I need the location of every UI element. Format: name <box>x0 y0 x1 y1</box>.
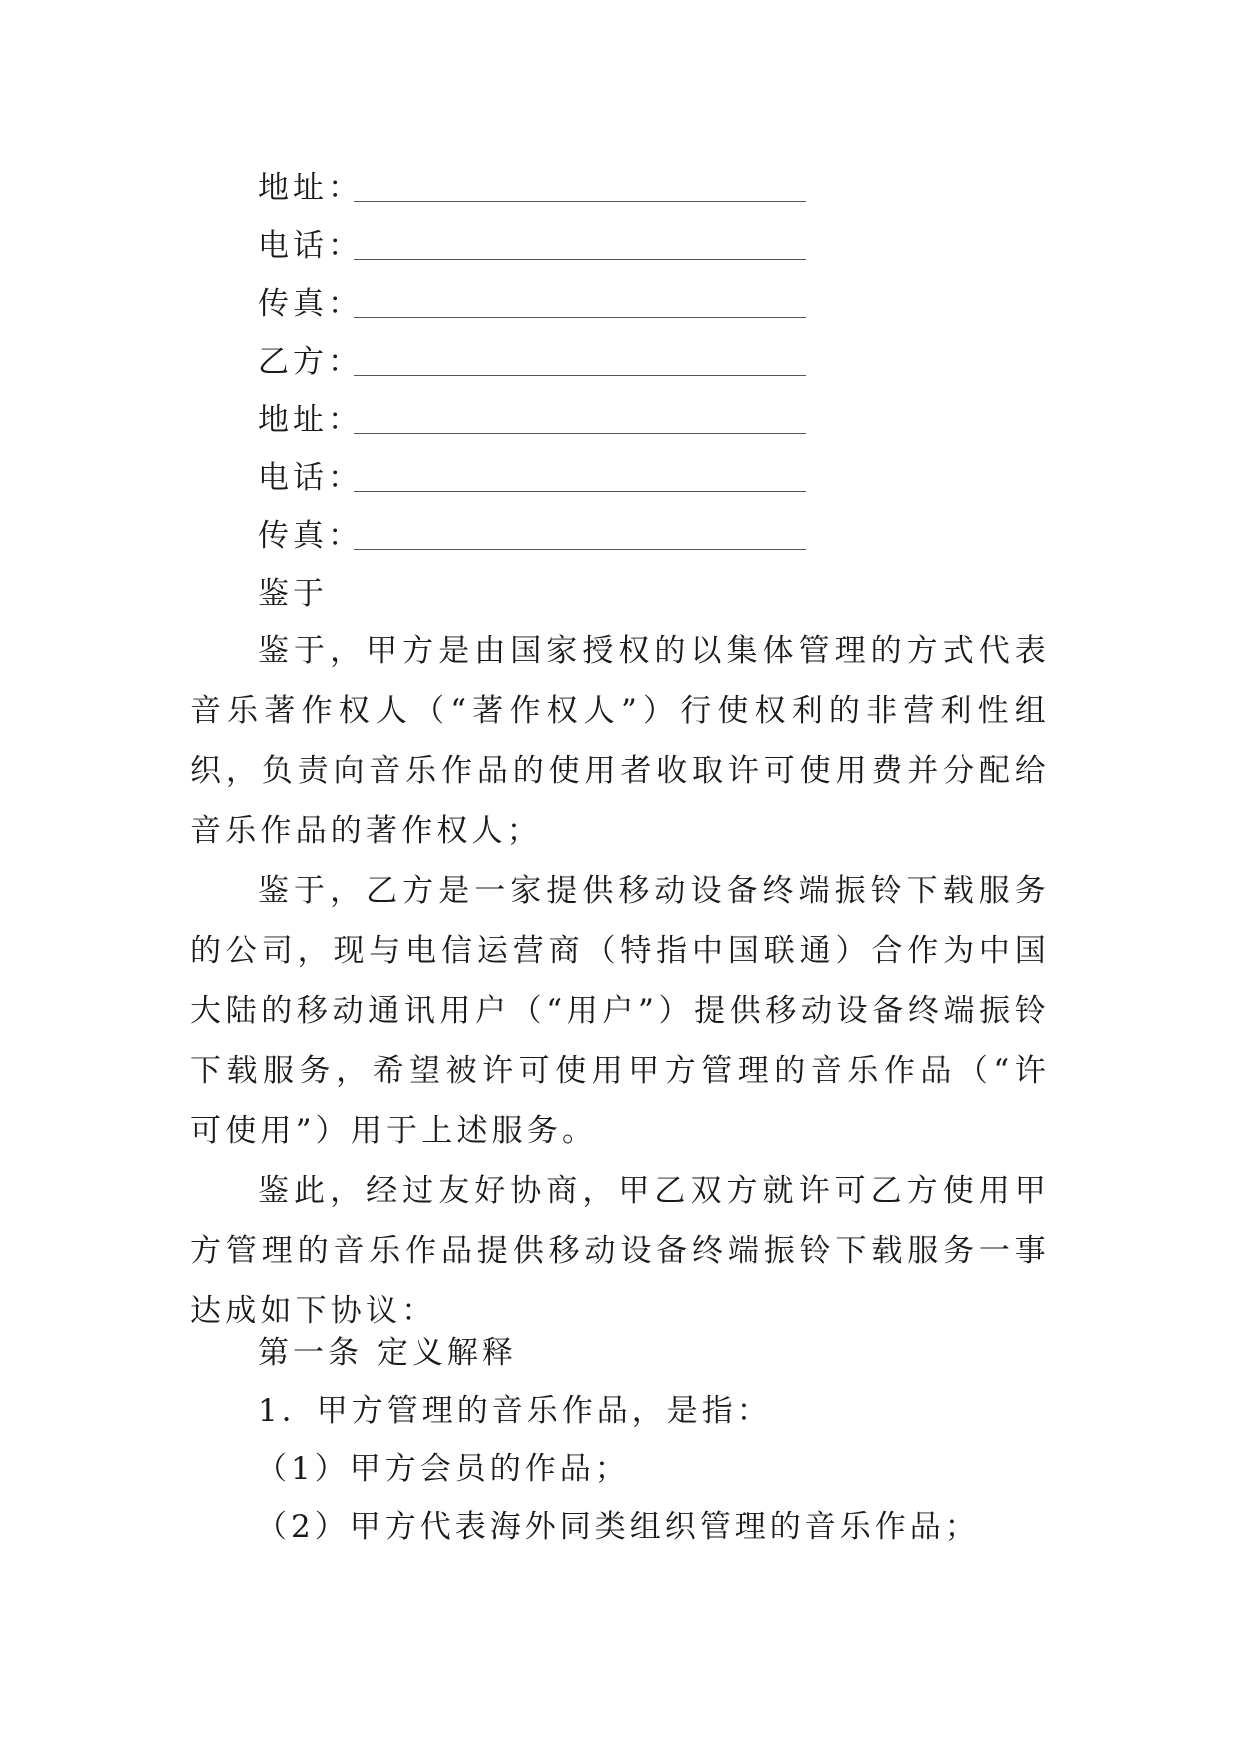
list-item: （1）甲方会员的作品； <box>256 1451 630 1487</box>
address-field-a <box>258 168 363 208</box>
field-label: 传真： <box>258 286 363 322</box>
fax-field-b <box>258 516 363 556</box>
whereas-heading: 鉴于 <box>258 576 328 612</box>
blank-line <box>354 259 806 260</box>
address-field-b <box>258 400 363 440</box>
blank-line <box>354 491 806 492</box>
field-label: 地址： <box>258 170 363 206</box>
blank-line <box>354 201 806 202</box>
blank-line <box>354 549 806 550</box>
paragraph-whereas-1: 鉴于，甲方是由国家授权的以集体管理的方式代表音乐著作权人（“著作权人”）行使权利的非营利性组织，负责向音乐作品的使用者收取许可使用费并分配给音乐作品的著作权人； <box>190 633 1050 849</box>
blank-line <box>354 375 806 376</box>
paragraph-agreement: 鉴此，经过友好协商，甲乙双方就许可乙方使用甲方管理的音乐作品提供移动设备终端振铃下载服务一事达成如下协议： <box>190 1173 1050 1329</box>
blank-line <box>354 433 806 434</box>
field-label: 乙方： <box>258 344 363 380</box>
field-label: 传真： <box>258 518 363 554</box>
phone-field-b <box>258 458 363 498</box>
phone-field-a <box>258 226 363 266</box>
field-label: 地址： <box>258 402 363 438</box>
article-title: 第一条 定义解释 <box>258 1335 517 1371</box>
fax-field-a <box>258 284 363 324</box>
list-item: （2）甲方代表海外同类组织管理的音乐作品； <box>256 1509 980 1545</box>
field-label: 电话： <box>258 460 363 496</box>
field-label: 电话： <box>258 228 363 264</box>
clause-1: 1．甲方管理的音乐作品，是指： <box>258 1393 772 1429</box>
blank-line <box>354 317 806 318</box>
party-b-field <box>258 342 363 382</box>
paragraph-whereas-2: 鉴于，乙方是一家提供移动设备终端振铃下载服务的公司，现与电信运营商（特指中国联通）合作为中国大陆的移动通讯用户（“用户”）提供移动设备终端振铃下载服务，希望被许可使用甲方管理的音乐作品（“许可使用”）用于上述服务。 <box>190 873 1050 1149</box>
